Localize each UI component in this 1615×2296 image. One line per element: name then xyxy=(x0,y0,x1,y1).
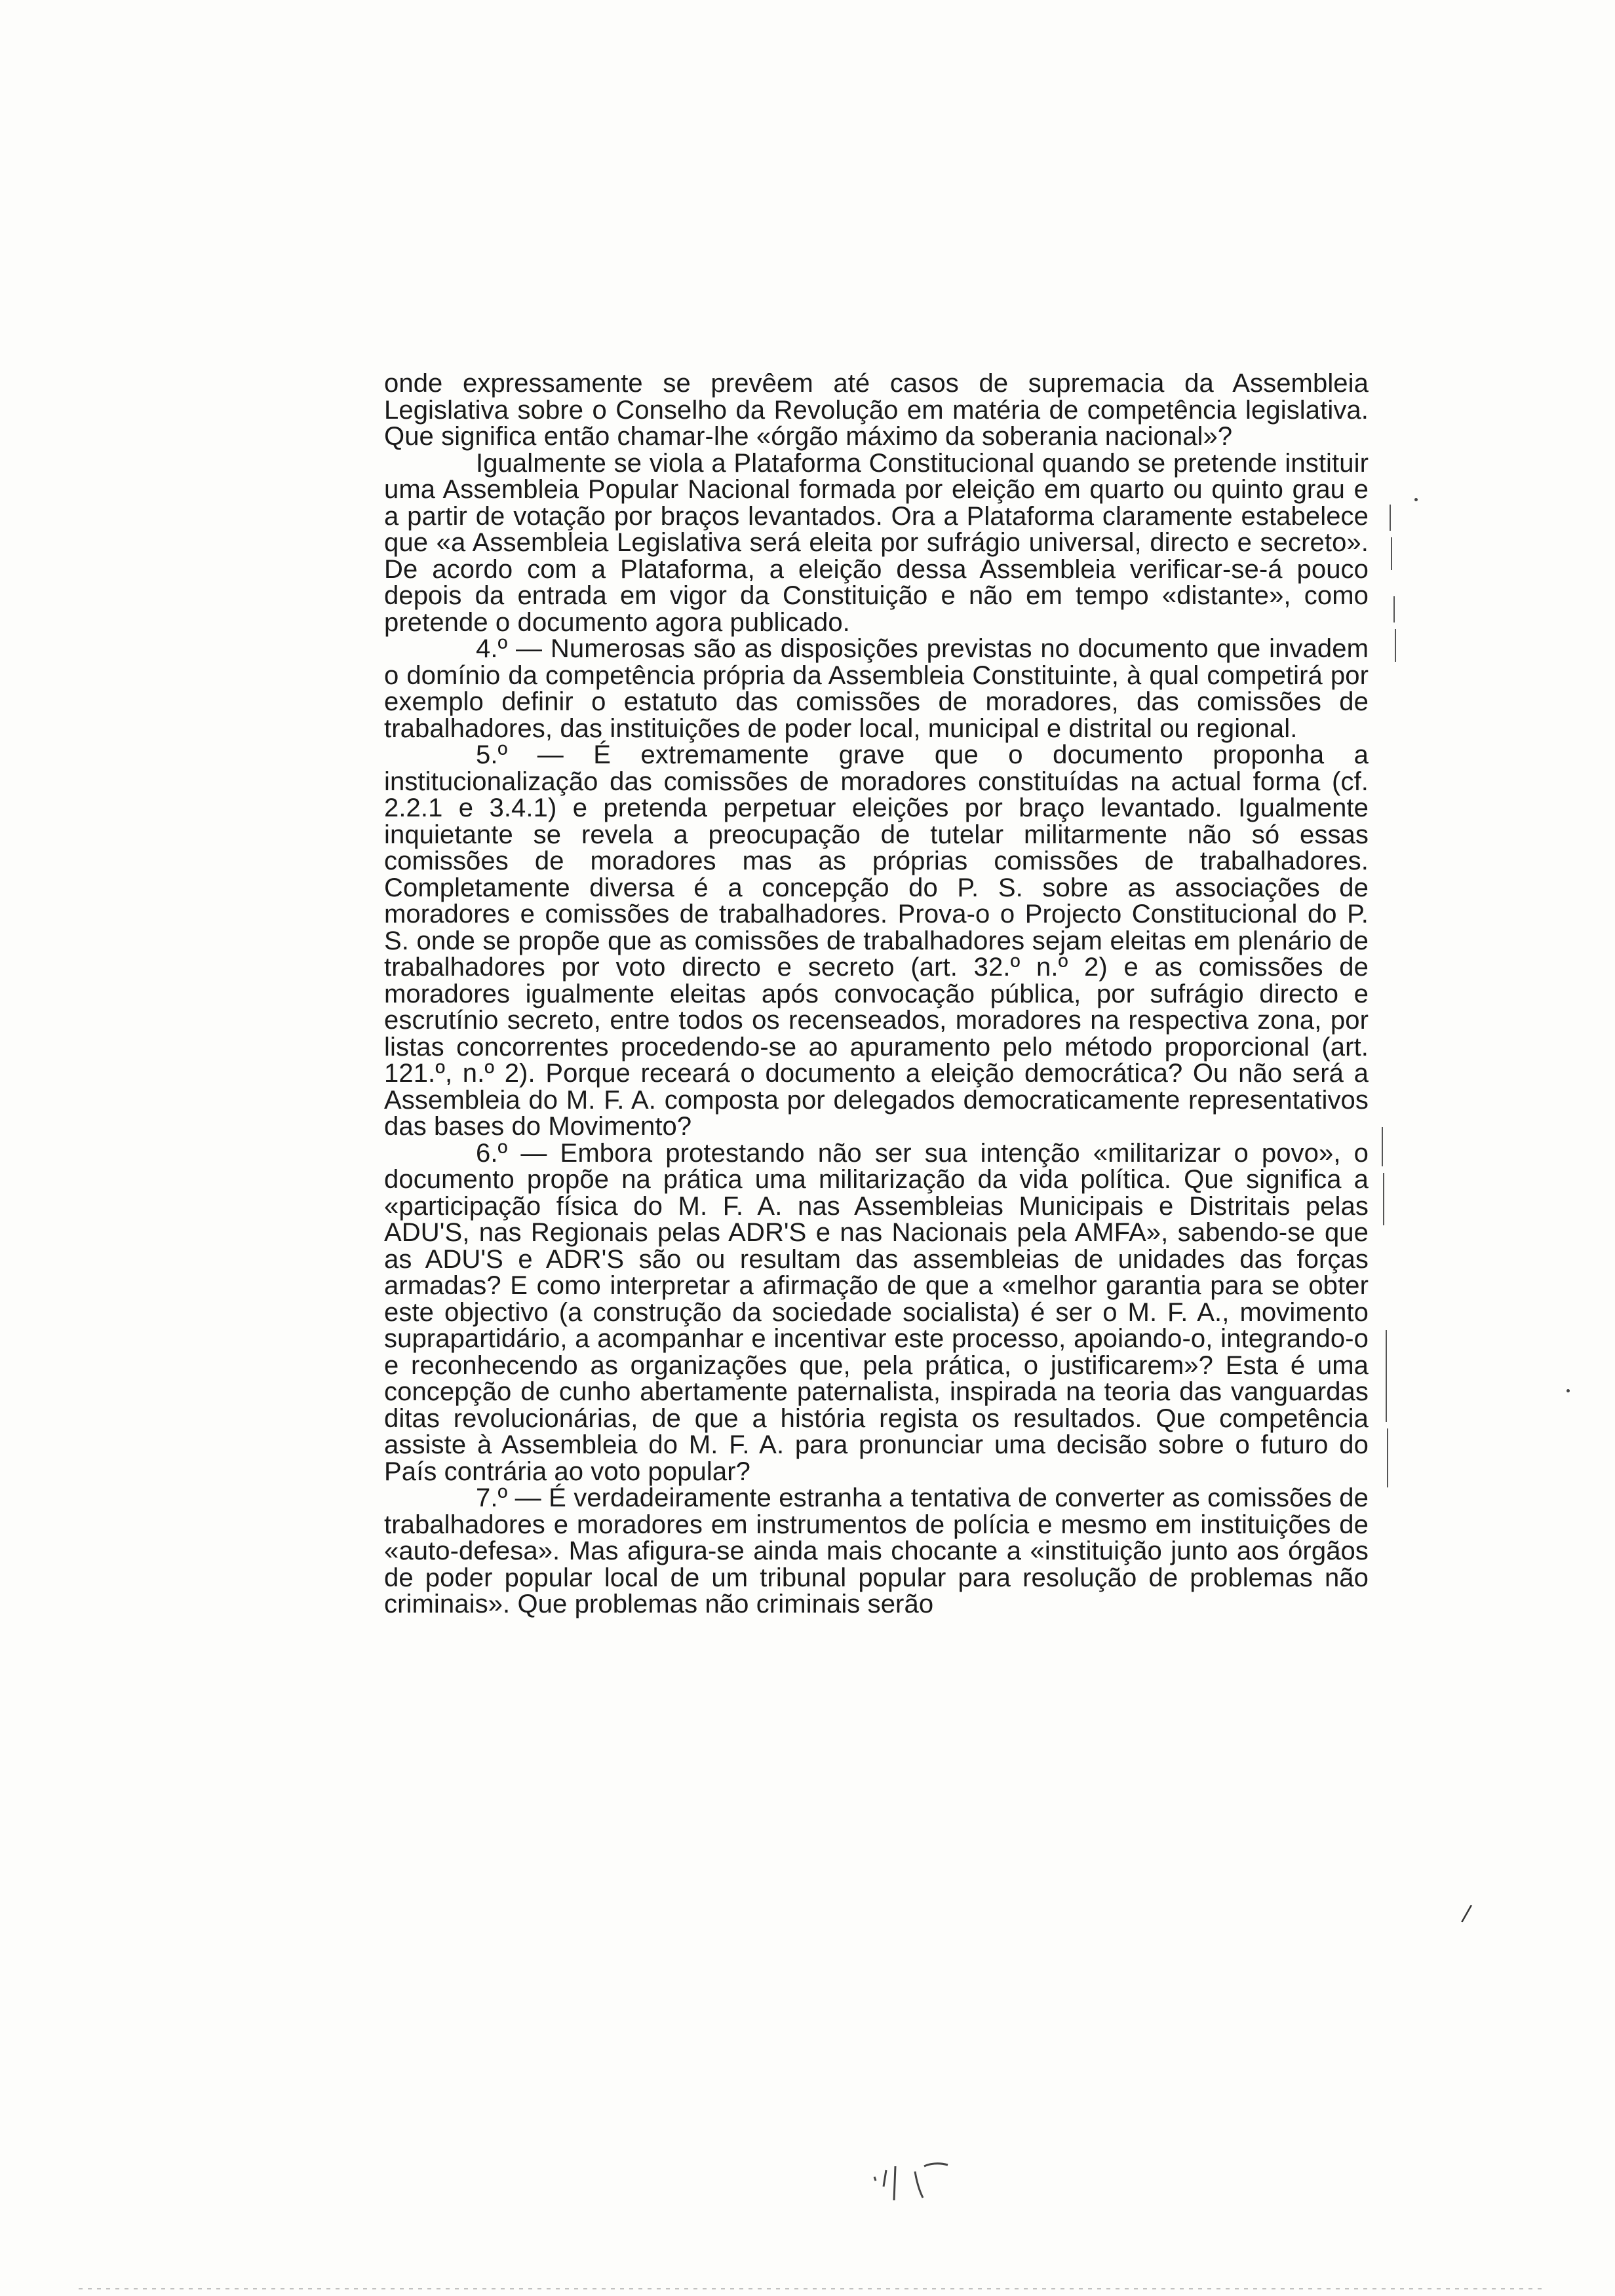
initials-signature xyxy=(866,2157,958,2203)
scan-edge-artifact xyxy=(79,2288,1547,2289)
paragraph-6-point-7: 7.º — É verdadeiramente estranha a tentativa de converter as comissões de trabalhadores e moradores em instrumentos de polícia e mesmo em instituições de «auto-defesa». Mas afigura-se ainda mais chocante a «instituição junto aos órgãos de poder popular local de um tribunal popular para resolução de problemas não criminais». Que problemas não criminais serão xyxy=(384,1483,1369,1618)
paragraph-1: onde expressamente se prevêem até casos de supremacia da Assembleia Legislativa sobre o Conselho da Revolução em matéria de competência legislativa. Que significa então chamar-lhe «órgão máximo da soberania nacional»? xyxy=(384,369,1369,451)
paragraph-2: Igualmente se viola a Plataforma Constitucional quando se pretende instituir uma Assembleia Popular Nacional formada por eleição em quarto ou quinto grau e a partir de votação por braços levantados. Ora a Plataforma claramente estabelece que «a Assembleia Legislativa será eleita por sufrágio universal, directo e secreto». De acordo com a Plataforma, a eleição dessa Assembleia verificar-se-á pouco depois da entrada em vigor da Constituição e não em tempo «distante», como pretende o documento agora publicado. xyxy=(384,448,1369,637)
margin-slash: / xyxy=(1460,1900,1473,1927)
paragraph-3-point-4: 4.º — Numerosas são as disposições previstas no documento que invadem o domínio da competência própria da Assembleia Constituinte, à qual competirá por exemplo definir o estatuto das comissões de moradores, das comissões de trabalhadores, das instituições de poder local, municipal e distrital ou regional. xyxy=(384,634,1369,743)
paragraph-4-point-5: 5.º — É extremamente grave que o documento proponha a institucionalização das comissões de moradores constituídas na actual forma (cf. 2.2.1 e 3.4.1) e pretenda perpetuar eleições por braço levantado. Igualmente inquietante se revela a preocupação de tutelar militarmente não só essas comissões de moradores mas as próprias comissões de trabalhadores. Completamente diversa é a concepção do P. S. sobre as associações de moradores e comissões de trabalhadores. Prova-o o Projecto Constitucional do P. S. onde se propõe que as comissões de trabalhadores sejam eleitas em plenário de trabalhadores por voto directo e secreto (art. 32.º n.º 2) e as comissões de moradores igualmente eleitas após convocação pública, por sufrágio directo e escrutínio secreto, entre todos os recenseados, moradores na respectiva zona, por listas concorrentes procedendo-se ao apuramento pelo método proporcional (art. 121.º, n.º 2). Porque receará o documento a eleição democrática? Ou não será a Assembleia do M. F. A. composta por delegados democraticamente representativos das bases do Movimento? xyxy=(384,740,1369,1141)
document-body xyxy=(384,370,1369,1618)
margin-annotation-lines xyxy=(1376,485,1416,1926)
signature-text: ʼ\ʼ xyxy=(910,2177,914,2183)
margin-line xyxy=(1391,537,1392,570)
margin-line xyxy=(1395,629,1396,662)
margin-line xyxy=(1382,1127,1383,1166)
margin-dot xyxy=(1414,498,1418,501)
margin-line xyxy=(1390,505,1391,531)
margin-line xyxy=(1393,596,1395,622)
paragraph-5-point-6: 6.º — Embora protestando não ser sua intenção «militarizar o povo», o documento propõe na prática uma militarização da vida política. Que significa a «participação física do M. F. A. nas Assembleias Municipais e Distritais pelas ADU'S, nas Regionais pelas ADR'S e nas Nacionais pela AMFA», sabendo-se que as ADU'S e ADR'S são ou resultam das assembleias de unidades das forças armadas? E como interpretar a afirmação de que a «melhor garantia para se obter este objectivo (a construção da sociedade socialista) é ser o M. F. A., movimento suprapartidário, a acompanhar e incentivar este processo, apoiando-o, integrando-o e reconhecendo as organizações que, pela prática, o justificarem»? Esta é uma concepção de cunho abertamente paternalista, inspirada na teoria das vanguardas ditas revolucionárias, de que a história regista os resultados. Que competência assiste à Assembleia do M. F. A. para pronunciar uma decisão sobre o futuro do País contrária ao voto popular? xyxy=(384,1138,1369,1486)
margin-line xyxy=(1387,1428,1388,1487)
margin-dot xyxy=(1566,1389,1570,1392)
margin-line xyxy=(1383,1173,1384,1225)
margin-line xyxy=(1386,1330,1387,1422)
